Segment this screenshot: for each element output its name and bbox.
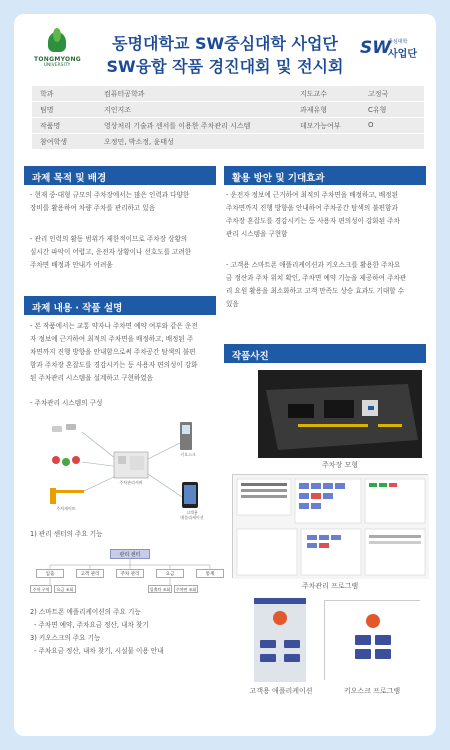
- info-row: [32, 86, 424, 101]
- section-header-purpose: 과제 목적 및 배경: [24, 166, 216, 185]
- management-program-screenshot: [232, 474, 428, 578]
- section-header-photos: 작품사진: [224, 344, 426, 363]
- section-header-usage: 활용 방안 및 기대효과: [224, 166, 426, 185]
- content-para2: - 주차관리 시스템의 구성: [30, 399, 103, 407]
- content-item3-sub: - 주차요금 정산, 내차 찾기, 시설물 이용 안내: [34, 647, 164, 655]
- content-item3: 3) 키오스크의 주요 기능: [30, 634, 101, 642]
- info-key: 참여학생: [40, 138, 68, 146]
- info-key: 과제유형: [300, 106, 328, 114]
- tree-leaf: 입출차 조회: [149, 587, 171, 592]
- content-item1: 1) 관리 센터의 주요 기능: [30, 530, 103, 538]
- system-diagram: [42, 412, 212, 524]
- usage-para2: - 고객용 스마트폰 애플리케이션과 키오스크를 활용한 주차요 금 정산과 주차 위치 확인, 주차면 예약 기능을 제공하여 주차관 리 요원 활용을 최소화하고 고객 만족도 상승 효과도 기대할 수 있음: [226, 261, 407, 308]
- content-para1: - 본 작품에서는 교통 약자나 주차면 예약 여부와 같은 운전 자 정보에 근거하여 최적의 주차면을 배정하고, 배정된 주 차면까지 진행 방향을 안내함으로써 주차공간 탐색의 불편 함과 주차장 혼잡도를 경감시키는 등 사용자 편의성이 강화 된 주차관리 시스템을 설계하고 구현하였음: [30, 322, 198, 382]
- purpose-para1: - 현재 중·대형 규모의 주차장에서는 많은 인력과 다양한 장비를 활용하여 차량 주차를 관리하고 있음: [30, 191, 190, 212]
- sw-logo-mark: SW: [360, 38, 391, 58]
- content-item2-sub: - 주차면 예약, 주차요금 정산, 내차 찾기: [34, 621, 149, 629]
- info-row: [32, 102, 424, 117]
- diagram-label-kiosk: 키오스크: [180, 452, 196, 457]
- management-tree: [30, 547, 226, 603]
- info-key: 학과: [40, 90, 54, 98]
- info-value: 오정민, 박소정, 윤태성: [104, 138, 174, 146]
- tree-leaf: 주차면 조회: [175, 587, 197, 592]
- poster-title-line2: SW융합 작품 경진대회 및 전시회: [106, 57, 344, 76]
- kiosk-program-screenshot: [324, 600, 420, 680]
- info-row: [32, 118, 424, 133]
- diagram-label-phone: 고객용 애플리케이션: [180, 510, 204, 520]
- tree-node: 통계: [196, 569, 224, 578]
- tree-node: 요금: [156, 569, 184, 578]
- photo-caption-kiosk: 키오스크 프로그램: [343, 687, 401, 695]
- info-value: O: [368, 121, 374, 129]
- photo-caption-app: 고객용 애플리케이션: [249, 687, 313, 695]
- tree-leaf: 주차 구역: [30, 585, 52, 593]
- section-header-content: 과제 내용 · 작품 설명: [24, 296, 216, 315]
- info-key: 지도교수: [300, 90, 328, 98]
- tree-node: 입출: [36, 569, 64, 578]
- info-value: 컴퓨터공학과: [104, 90, 145, 98]
- header: [14, 14, 436, 82]
- logo-name: TONGMYONG: [34, 56, 81, 63]
- customer-app-screenshot: [254, 598, 306, 682]
- info-value: 지인지조: [104, 106, 132, 114]
- info-value: C유형: [368, 106, 387, 114]
- info-key: 데모가능여부: [300, 122, 341, 130]
- purpose-para2: - 관리 인력의 활동 범위가 제한적이므로 주차장 상황의 실시간 파악이 어렵고, 운전자 상황이나 선호도를 고려한 주차면 배정과 안내가 어려움: [30, 235, 192, 269]
- parking-model-photo: [258, 370, 422, 458]
- poster: [14, 14, 436, 736]
- content-item2: 2) 스마트폰 애플리케이션의 주요 기능: [30, 608, 141, 616]
- poster-title-line1: 동명대학교 SW중심대학 사업단: [112, 34, 338, 53]
- sw-center-logo: [360, 36, 424, 62]
- diagram-label-gate: 주차게이트: [56, 506, 76, 511]
- tree-leaf: 요금 조회: [54, 585, 76, 593]
- tree-node: 고객 관리: [76, 569, 104, 578]
- info-value: 영상처리 기술과 센서를 이용한 주차관리 시스템: [104, 122, 251, 130]
- logo-sub: UNIVERSITY: [43, 63, 71, 68]
- sw-logo-big: 사업단: [388, 49, 417, 60]
- tree-root: 관리 센터: [110, 549, 150, 559]
- sw-logo-small: 중심대학: [388, 39, 408, 45]
- tree-node: 주차 관리: [116, 569, 144, 578]
- photo-caption-program: 주차관리 프로그램: [301, 582, 359, 590]
- info-value: 고정국: [368, 90, 389, 98]
- usage-para1: - 운전자 정보에 근거하여 최적의 주차면을 배정하고, 배정된 주차면까지 진행 방향을 안내하여 주차공간 탐색의 불편함과 주차장 혼잡도를 경감시키는 등 사용자 편의성이 강화된 주차 관리 시스템을 구현함: [226, 191, 400, 238]
- info-key: 팀명: [40, 106, 54, 114]
- info-row: [32, 134, 424, 149]
- info-key: 작품명: [40, 122, 61, 130]
- diagram-label-server: 주차관리서버: [119, 480, 143, 485]
- photo-caption-model: 주차장 모형: [321, 461, 359, 469]
